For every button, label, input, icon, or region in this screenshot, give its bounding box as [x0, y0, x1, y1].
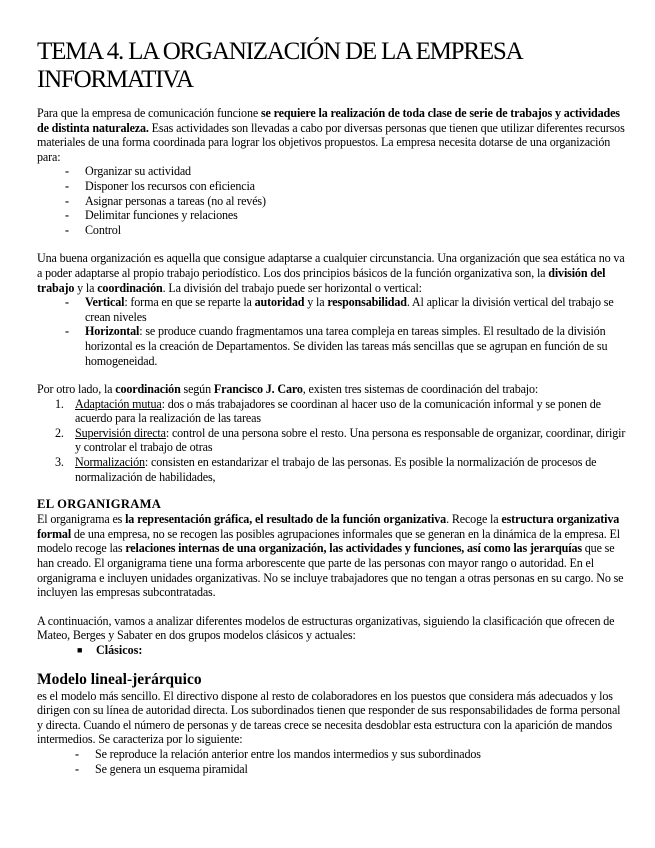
list-item: - Control	[65, 222, 121, 237]
list-item: 3. Normalización: consisten en estandarizar el trabajo de las personas. Es posible la normalización de procesos de normalización de habilidades,	[55, 455, 597, 484]
list-item: 2. Supervisión directa: control de una persona sobre el resto. Una persona es responsable de organizar, coordinar, dirigir y controlar el trabajo de otras	[55, 425, 626, 455]
section-heading-modelo: Modelo lineal-jerárquico	[37, 670, 202, 688]
models-paragraph: A continuación, vamos a analizar diferentes modelos de estructuras organizativas, siguiendo la clasificación que ofrecen de Mateo, Berges y Sabater en dos grupos modelos clásicos y actuales:	[37, 613, 615, 643]
list-item: - Se genera un esquema piramidal	[75, 761, 248, 776]
list-item: - Se reproduce la relación anterior entre los mandos intermedios y sus subordinados	[75, 746, 481, 761]
list-item: - Disponer los recursos con eficiencia	[65, 178, 255, 193]
list-item-horizontal: - Horizontal: se produce cuando fragmentamos una tarea compleja en tareas simples. El resultado de la división horizontal es la creación de Departamentos. Se dividen las tareas más sencillas que se agrupan en función de su homogeneidad.	[65, 324, 608, 368]
page-title: TEMA 4. LA ORGANIZACIÓN DE LA EMPRESA INFORMATIVA	[37, 38, 522, 93]
intro-paragraph: Para que la empresa de comunicación funcione se requiere la realización de toda clase de serie de trabajos y actividades de distinta naturaleza. Esas actividades son llevadas a cabo por diversas personas que tienen que utilizar diferentes recursos materiales de una forma coordinada para lograr los objetivos propuestos. La empresa necesita dotarse de una organización para:	[37, 106, 625, 164]
list-item-vertical: - Vertical: forma en que se reparte la autoridad y la responsabilidad. Al aplicar la división vertical del trabajo se crean niveles	[65, 295, 614, 324]
list-item: - Delimitar funciones y relaciones	[65, 208, 238, 223]
division-list	[65, 295, 627, 368]
coordination-list	[55, 397, 627, 485]
principles-paragraph: Una buena organización es aquella que consigue adaptarse a cualquier circunstancia. Una organización que sea estática no va a poder adaptarse al propio trabajo periodístico. Los dos principios básicos de la función organizativa son, la división del trabajo y la coordinación. La división del trabajo puede ser horizontal o vertical:	[37, 251, 625, 295]
section-heading-organigrama: EL ORGANIGRAMA	[37, 497, 162, 512]
list-item: 1. Adaptación mutua: dos o más trabajadores se coordinan al hacer uso de la comunicación informal y se ponen de acuerdo para la realización de las tareas	[55, 396, 601, 426]
modelo-paragraph: es el modelo más sencillo. El directivo dispone al resto de colaboradores en los puestos que considera más adecuados y los dirigen con su línea de autoridad directa. Los subordinados tienen que responder de sus responsabilidades de forma personal y directa. Cuando el número de personas y de tareas crece se necesita desdoblar esta estructura con la aparición de mandos intermedios. Se caracteriza por lo siguiente:	[37, 688, 621, 747]
list-item: - Organizar su actividad	[65, 164, 191, 179]
list-item: ■ Clásicos:	[77, 643, 143, 657]
coordination-paragraph: Por otro lado, la coordinación según Francisco J. Caro, existen tres sistemas de coordinación del trabajo:	[37, 382, 539, 397]
models-list	[77, 643, 627, 658]
list-item: - Asignar personas a tareas (no al revés)	[65, 193, 266, 208]
modelo-list	[75, 747, 627, 776]
intro-list	[65, 164, 627, 237]
organigrama-paragraph: El organigrama es la representación gráfica, el resultado de la función organizativa. Recoge la estructura organizativa formal de una empresa, no se recogen las posibles agrupaciones informales que se generan en la dinámica de la empresa. El modelo recoge las relaciones internas de una organización, las actividades y funciones, así como las jerarquías que se han creado. El organigrama tiene una forma arborescente que parte de las personas con mayor rango o autoridad. En el organigrama e incluyen unidades organizativas. No se incluye trabajadores que no tengan a otras personas en su cargo. No se incluyen las empresas subcontratadas.	[37, 512, 624, 600]
